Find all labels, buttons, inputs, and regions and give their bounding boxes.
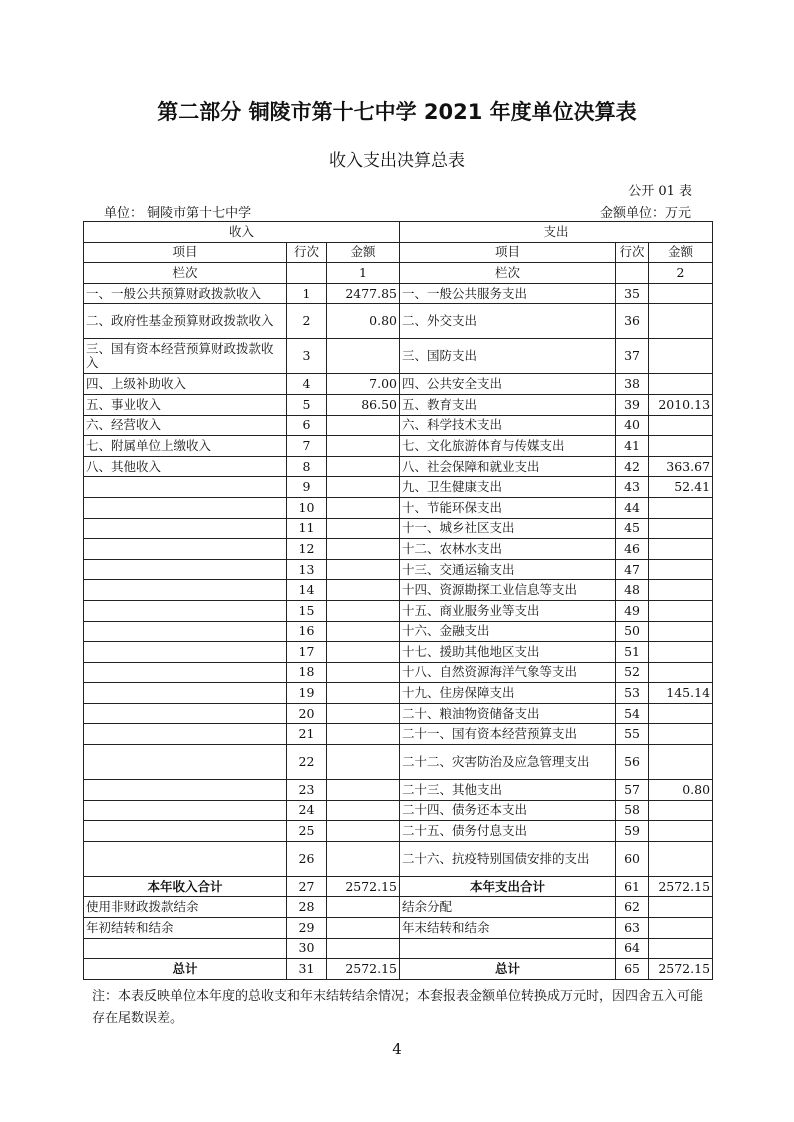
table-row — [84, 374, 713, 395]
table-row — [84, 559, 713, 580]
expense-amount-cell — [649, 821, 713, 842]
expense-amount-cell — [649, 374, 713, 395]
amount-unit: 金额单位：万元 — [599, 206, 691, 221]
income-item-cell: 本年收入合计 — [84, 876, 287, 897]
expense-line-cell: 61 — [616, 876, 649, 897]
table-row — [84, 621, 713, 642]
income-line-cell: 18 — [287, 662, 327, 683]
income-line-cell: 22 — [287, 745, 327, 780]
table-row — [84, 780, 713, 801]
income-amount-header: 金额 — [327, 242, 400, 263]
expense-amount-cell — [649, 539, 713, 560]
income-line-cell: 19 — [287, 683, 327, 704]
expense-amount-cell: 2572.15 — [649, 959, 713, 980]
income-amount-cell — [327, 662, 400, 683]
income-amount-cell — [327, 600, 400, 621]
expense-amount-cell — [649, 800, 713, 821]
expense-column-number: 2 — [649, 263, 713, 284]
form-number: 公开 01 表 — [628, 184, 692, 199]
income-line-cell: 3 — [287, 339, 327, 374]
expense-amount-cell — [649, 497, 713, 518]
income-line-cell: 29 — [287, 918, 327, 939]
income-line-cell: 21 — [287, 724, 327, 745]
expense-amount-cell — [649, 415, 713, 436]
income-amount-cell — [327, 703, 400, 724]
income-item-cell — [84, 662, 287, 683]
expense-amount-cell — [649, 703, 713, 724]
expense-amount-cell — [649, 918, 713, 939]
income-amount-cell — [327, 518, 400, 539]
expense-section-header: 支出 — [400, 222, 713, 243]
expense-amount-cell — [649, 600, 713, 621]
income-item-cell: 总计 — [84, 959, 287, 980]
expense-line-cell: 45 — [616, 518, 649, 539]
expense-line-cell: 57 — [616, 780, 649, 801]
table-row — [84, 436, 713, 457]
expense-item-cell: 二、外交支出 — [400, 304, 616, 339]
table-row — [84, 938, 713, 959]
income-item-cell — [84, 821, 287, 842]
table-row — [84, 415, 713, 436]
page-number: 4 — [392, 1040, 402, 1058]
income-line-cell: 2 — [287, 304, 327, 339]
expense-item-cell: 十、节能环保支出 — [400, 497, 616, 518]
income-line-cell: 31 — [287, 959, 327, 980]
expense-amount-cell — [649, 724, 713, 745]
expense-amount-cell — [649, 841, 713, 876]
income-line-cell: 1 — [287, 283, 327, 304]
income-amount-cell — [327, 841, 400, 876]
table-row — [84, 580, 713, 601]
table-row — [84, 304, 713, 339]
income-line-cell: 23 — [287, 780, 327, 801]
income-amount-cell — [327, 539, 400, 560]
expense-item-cell: 结余分配 — [400, 897, 616, 918]
income-item-cell: 二、政府性基金预算财政拨款收入 — [84, 304, 287, 339]
income-amount-cell — [327, 800, 400, 821]
expense-line-cell: 41 — [616, 436, 649, 457]
table-row — [84, 539, 713, 560]
footnote: 注：本表反映单位本年度的总收支和年末结转结余情况；本套报表金额单位转换成万元时，因四舍五入可能存在尾数误差。 — [92, 989, 704, 1026]
table-row — [84, 724, 713, 745]
income-amount-cell — [327, 745, 400, 780]
expense-line-cell: 37 — [616, 339, 649, 374]
income-amount-cell: 2477.85 — [327, 283, 400, 304]
income-item-cell — [84, 621, 287, 642]
expense-amount-cell — [649, 621, 713, 642]
income-line-header: 行次 — [287, 242, 327, 263]
expense-item-cell: 年末结转和结余 — [400, 918, 616, 939]
income-amount-cell: 2572.15 — [327, 876, 400, 897]
expense-line-cell: 58 — [616, 800, 649, 821]
expense-line-cell: 42 — [616, 456, 649, 477]
table-row — [84, 394, 713, 415]
income-line-cell: 20 — [287, 703, 327, 724]
expense-amount-cell — [649, 897, 713, 918]
income-amount-cell — [327, 642, 400, 663]
expense-item-cell: 二十四、债务还本支出 — [400, 800, 616, 821]
income-amount-cell — [327, 724, 400, 745]
income-section-header: 收入 — [84, 222, 400, 243]
income-amount-cell: 2572.15 — [327, 959, 400, 980]
income-item-cell — [84, 841, 287, 876]
expense-line-cell: 48 — [616, 580, 649, 601]
table-row — [84, 497, 713, 518]
table-row — [84, 683, 713, 704]
income-item-cell — [84, 800, 287, 821]
expense-item-cell: 八、社会保障和就业支出 — [400, 456, 616, 477]
expense-item-cell: 二十六、抗疫特别国债安排的支出 — [400, 841, 616, 876]
income-item-cell — [84, 703, 287, 724]
expense-line-cell: 43 — [616, 477, 649, 498]
income-line-cell: 27 — [287, 876, 327, 897]
expense-column-label: 栏次 — [400, 263, 616, 284]
expense-amount-cell — [649, 559, 713, 580]
expense-line-cell: 35 — [616, 283, 649, 304]
expense-line-cell: 64 — [616, 938, 649, 959]
income-amount-cell — [327, 938, 400, 959]
expense-item-cell: 二十三、其他支出 — [400, 780, 616, 801]
expense-item-cell: 九、卫生健康支出 — [400, 477, 616, 498]
expense-item-cell: 七、文化旅游体育与传媒支出 — [400, 436, 616, 457]
expense-line-cell: 40 — [616, 415, 649, 436]
expense-amount-cell — [649, 436, 713, 457]
income-amount-cell — [327, 580, 400, 601]
expense-line-cell: 47 — [616, 559, 649, 580]
expense-amount-cell — [649, 662, 713, 683]
expense-line-cell: 56 — [616, 745, 649, 780]
expense-item-cell: 十七、援助其他地区支出 — [400, 642, 616, 663]
expense-item-cell: 十六、金融支出 — [400, 621, 616, 642]
expense-item-cell: 六、科学技术支出 — [400, 415, 616, 436]
expense-line-cell: 46 — [616, 539, 649, 560]
table-title: 收入支出决算总表 — [329, 151, 465, 171]
expense-line-cell: 52 — [616, 662, 649, 683]
income-item-cell — [84, 580, 287, 601]
expense-item-cell: 四、公共安全支出 — [400, 374, 616, 395]
expense-line-blank — [616, 263, 649, 284]
expense-line-cell: 54 — [616, 703, 649, 724]
income-line-cell: 28 — [287, 897, 327, 918]
income-line-blank — [287, 263, 327, 284]
income-item-cell: 五、事业收入 — [84, 394, 287, 415]
page-title: 第二部分 铜陵市第十七中学 2021 年度单位决算表 — [157, 100, 637, 124]
expense-amount-cell — [649, 339, 713, 374]
income-item-cell: 年初结转和结余 — [84, 918, 287, 939]
expense-line-cell: 36 — [616, 304, 649, 339]
income-amount-cell — [327, 897, 400, 918]
income-line-cell: 9 — [287, 477, 327, 498]
income-item-cell — [84, 938, 287, 959]
expense-line-cell: 39 — [616, 394, 649, 415]
income-amount-cell — [327, 918, 400, 939]
expense-item-header: 项目 — [400, 242, 616, 263]
income-item-cell: 七、附属单位上缴收入 — [84, 436, 287, 457]
expense-item-cell: 十二、农林水支出 — [400, 539, 616, 560]
expense-line-cell: 60 — [616, 841, 649, 876]
expense-amount-cell — [649, 745, 713, 780]
income-amount-cell — [327, 497, 400, 518]
income-item-cell: 四、上级补助收入 — [84, 374, 287, 395]
income-expense-table — [83, 221, 713, 980]
table-row — [84, 456, 713, 477]
income-item-cell: 八、其他收入 — [84, 456, 287, 477]
table-row — [84, 876, 713, 897]
income-line-cell: 13 — [287, 559, 327, 580]
header-row-column-numbers — [84, 263, 713, 284]
expense-amount-cell — [649, 304, 713, 339]
expense-amount-cell: 363.67 — [649, 456, 713, 477]
table-row — [84, 959, 713, 980]
table-row — [84, 600, 713, 621]
header-row-sections — [84, 222, 713, 243]
income-amount-cell — [327, 780, 400, 801]
income-amount-cell — [327, 559, 400, 580]
income-amount-cell — [327, 821, 400, 842]
expense-item-cell: 十八、自然资源海洋气象等支出 — [400, 662, 616, 683]
income-item-cell — [84, 477, 287, 498]
expense-amount-cell — [649, 580, 713, 601]
table-row — [84, 745, 713, 780]
income-line-cell: 11 — [287, 518, 327, 539]
table-row — [84, 518, 713, 539]
income-item-cell — [84, 497, 287, 518]
income-item-cell — [84, 559, 287, 580]
income-item-cell — [84, 780, 287, 801]
income-item-cell — [84, 683, 287, 704]
table-row — [84, 642, 713, 663]
expense-line-cell: 51 — [616, 642, 649, 663]
table-row — [84, 703, 713, 724]
reporting-unit: 单位： 铜陵市第十七中学 — [104, 206, 252, 221]
income-line-cell: 16 — [287, 621, 327, 642]
expense-item-cell: 二十、粮油物资储备支出 — [400, 703, 616, 724]
income-item-cell: 一、一般公共预算财政拨款收入 — [84, 283, 287, 304]
income-line-cell: 17 — [287, 642, 327, 663]
income-line-cell: 10 — [287, 497, 327, 518]
table-row — [84, 283, 713, 304]
expense-amount-cell — [649, 642, 713, 663]
expense-item-cell: 一、一般公共服务支出 — [400, 283, 616, 304]
expense-line-cell: 65 — [616, 959, 649, 980]
income-line-cell: 24 — [287, 800, 327, 821]
income-line-cell: 30 — [287, 938, 327, 959]
expense-amount-cell — [649, 283, 713, 304]
income-item-header: 项目 — [84, 242, 287, 263]
income-item-cell — [84, 518, 287, 539]
expense-amount-cell: 2572.15 — [649, 876, 713, 897]
income-amount-cell: 86.50 — [327, 394, 400, 415]
income-amount-cell — [327, 621, 400, 642]
expense-line-cell: 63 — [616, 918, 649, 939]
expense-amount-cell: 145.14 — [649, 683, 713, 704]
expense-amount-cell — [649, 518, 713, 539]
table-row — [84, 821, 713, 842]
expense-amount-cell: 0.80 — [649, 780, 713, 801]
expense-item-cell: 十四、资源勘探工业信息等支出 — [400, 580, 616, 601]
income-amount-cell — [327, 683, 400, 704]
table-body — [84, 222, 713, 980]
expense-amount-cell — [649, 938, 713, 959]
expense-item-cell: 三、国防支出 — [400, 339, 616, 374]
expense-line-cell: 49 — [616, 600, 649, 621]
income-line-cell: 12 — [287, 539, 327, 560]
expense-amount-cell: 52.41 — [649, 477, 713, 498]
table-row — [84, 918, 713, 939]
income-item-cell: 六、经营收入 — [84, 415, 287, 436]
income-item-cell — [84, 745, 287, 780]
expense-line-cell: 55 — [616, 724, 649, 745]
income-line-cell: 25 — [287, 821, 327, 842]
expense-line-header: 行次 — [616, 242, 649, 263]
expense-item-cell: 二十五、债务付息支出 — [400, 821, 616, 842]
income-column-label: 栏次 — [84, 263, 287, 284]
income-line-cell: 6 — [287, 415, 327, 436]
expense-line-cell: 38 — [616, 374, 649, 395]
expense-line-cell: 59 — [616, 821, 649, 842]
income-amount-cell — [327, 415, 400, 436]
income-column-number: 1 — [327, 263, 400, 284]
table-row — [84, 477, 713, 498]
expense-line-cell: 44 — [616, 497, 649, 518]
table-row — [84, 339, 713, 374]
income-amount-cell: 0.80 — [327, 304, 400, 339]
income-line-cell: 15 — [287, 600, 327, 621]
header-row-columns — [84, 242, 713, 263]
expense-item-cell: 总计 — [400, 959, 616, 980]
expense-item-cell: 十一、城乡社区支出 — [400, 518, 616, 539]
table-row — [84, 800, 713, 821]
expense-item-cell: 十九、住房保障支出 — [400, 683, 616, 704]
income-amount-cell: 7.00 — [327, 374, 400, 395]
expense-amount-cell: 2010.13 — [649, 394, 713, 415]
expense-line-cell: 62 — [616, 897, 649, 918]
income-line-cell: 4 — [287, 374, 327, 395]
expense-item-cell: 本年支出合计 — [400, 876, 616, 897]
expense-item-cell: 十五、商业服务业等支出 — [400, 600, 616, 621]
table-row — [84, 897, 713, 918]
expense-item-cell: 十三、交通运输支出 — [400, 559, 616, 580]
income-amount-cell — [327, 436, 400, 457]
income-line-cell: 26 — [287, 841, 327, 876]
table-row — [84, 662, 713, 683]
expense-amount-header: 金额 — [649, 242, 713, 263]
expense-item-cell — [400, 938, 616, 959]
expense-item-cell: 五、教育支出 — [400, 394, 616, 415]
income-line-cell: 8 — [287, 456, 327, 477]
income-item-cell — [84, 539, 287, 560]
expense-item-cell: 二十一、国有资本经营预算支出 — [400, 724, 616, 745]
expense-line-cell: 50 — [616, 621, 649, 642]
income-line-cell: 7 — [287, 436, 327, 457]
expense-line-cell: 53 — [616, 683, 649, 704]
income-amount-cell — [327, 477, 400, 498]
income-amount-cell — [327, 339, 400, 374]
income-item-cell — [84, 724, 287, 745]
income-item-cell: 三、国有资本经营预算财政拨款收入 — [84, 339, 287, 374]
income-amount-cell — [327, 456, 400, 477]
income-item-cell — [84, 642, 287, 663]
income-line-cell: 5 — [287, 394, 327, 415]
expense-item-cell: 二十二、灾害防治及应急管理支出 — [400, 745, 616, 780]
income-item-cell: 使用非财政拨款结余 — [84, 897, 287, 918]
income-line-cell: 14 — [287, 580, 327, 601]
table-row — [84, 841, 713, 876]
income-item-cell — [84, 600, 287, 621]
